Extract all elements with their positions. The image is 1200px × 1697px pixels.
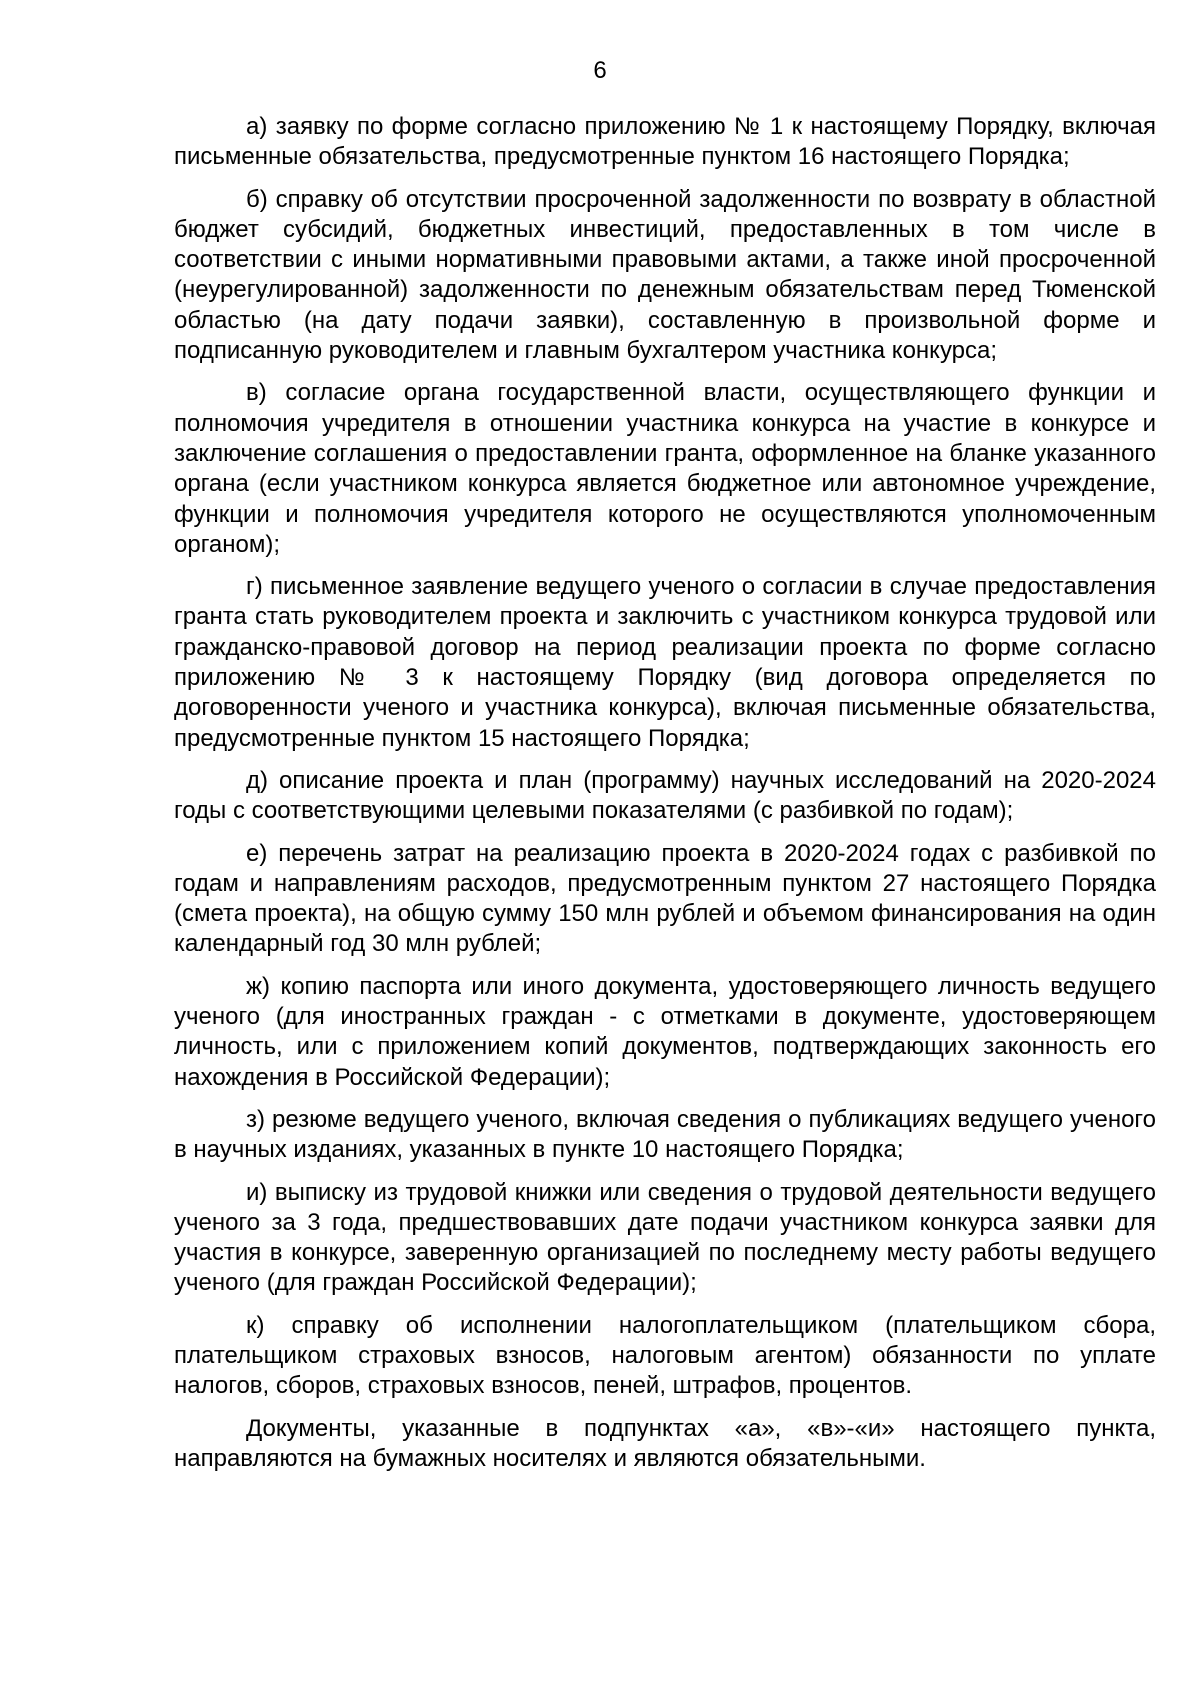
paragraph-item-i: и) выписку из трудовой книжки или сведения о трудовой деятельности ведущего ученого за 3 года, предшествовавших дате подачи участником конкурса заявки для участия в конкурсе, заверенную организацией по последнему месту работы ведущего ученого (для граждан Российской Федерации);	[174, 1178, 1156, 1297]
paragraph-item-d: д) описание проекта и план (программу) научных исследований на 2020-2024 годы с соответствующими целевыми показателями (с разбивкой по годам);	[174, 766, 1156, 825]
paragraph-item-z: з) резюме ведущего ученого, включая сведения о публикациях ведущего ученого в научных изданиях, указанных в пункте 10 настоящего Порядка;	[174, 1105, 1156, 1164]
paragraph-item-k: к) справку об исполнении налогоплательщиком (плательщиком сбора, плательщиком страховых взносов, налоговым агентом) обязанности по уплате налогов, сборов, страховых взносов, пеней, штрафов, процентов.	[174, 1311, 1156, 1400]
paragraph-item-g: г) письменное заявление ведущего ученого о согласии в случае предоставления гранта стать руководителем проекта и заключить с участником конкурса трудовой или гражданско-правовой договор на период реализации проекта по форме согласно приложению № 3 к настоящему Порядку (вид договора определяется по договоренности ученого и участника конкурса), включая письменные обязательства, предусмотренные пунктом 15 настоящего Порядка;	[174, 573, 1156, 752]
paragraph-item-a: а) заявку по форме согласно приложению № 1 к настоящему Порядку, включая письменные обязательства, предусмотренные пунктом 16 настоящего Порядка;	[174, 113, 1156, 171]
paragraph-item-b: б) справку об отсутствии просроченной задолженности по возврату в областной бюджет субсидий, бюджетных инвестиций, предоставленных в том числе в соответствии с иными нормативными правовыми актами, а также иной просроченной (неурегулированной) задолженности по денежным обязательствам перед Тюменской областью (на дату подачи заявки), составленную в произвольной форме и подписанную руководителем и главным бухгалтером участника конкурса;	[174, 185, 1156, 365]
paragraph-item-zh: ж) копию паспорта или иного документа, удостоверяющего личность ведущего ученого (для иностранных граждан - с отметками в документе, удостоверяющем личность, или с приложением копий документов, подтверждающих законность его нахождения в Российской Федерации);	[174, 972, 1156, 1091]
paragraph-item-v: в) согласие органа государственной власти, осуществляющего функции и полномочия учредителя в отношении участника конкурса на участие в конкурсе и заключение соглашения о предоставлении гранта, оформленное на бланке указанного органа (если участником конкурса является бюджетное или автономное учреждение, функции и полномочия учредителя которого не осуществляются уполномоченным органом);	[174, 379, 1156, 558]
paragraph-item-e: е) перечень затрат на реализацию проекта в 2020-2024 годах с разбивкой по годам и направлениям расходов, предусмотренным пунктом 27 настоящего Порядка (смета проекта), на общую сумму 150 млн рублей и объемом финансирования на один календарный год 30 млн рублей;	[174, 839, 1156, 958]
paragraph-closing: Документы, указанные в подпунктах «а», «в»-«и» настоящего пункта, направляются на бумажных носителях и являются обязательными.	[174, 1414, 1156, 1472]
document-body	[174, 112, 1156, 1486]
page-number: 6	[593, 57, 607, 84]
